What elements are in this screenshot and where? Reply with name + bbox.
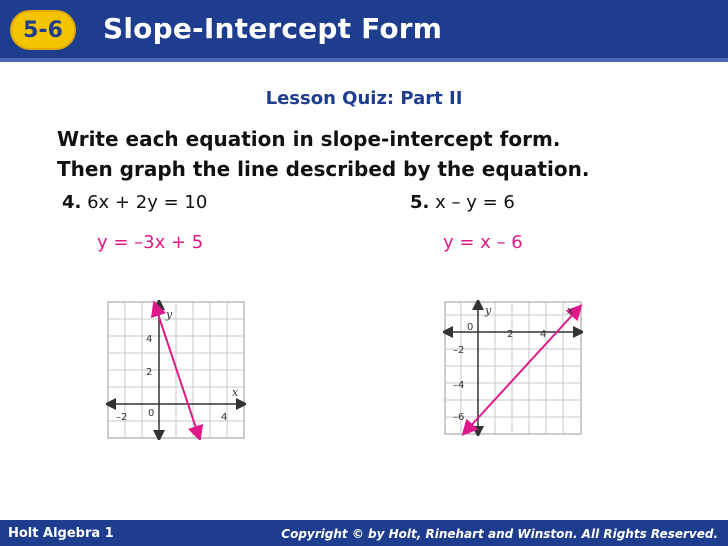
graph-frame [445,302,581,434]
problem-4 [62,192,207,213]
tick-y-2: 2 [146,367,153,378]
footer-copyright: Copyright © by Holt, Rinehart and Winston. All Rights Reserved. [281,527,718,541]
tick-x-4: 4 [221,412,228,423]
problem-4-equation: 6x + 2y = 10 [87,192,208,213]
instructions [57,124,589,184]
problem-4-answer: y = –3x + 5 [97,232,204,253]
y-axis-label: y [485,304,492,317]
lesson-number: 5-6 [23,17,63,43]
instruction-line-1: Write each equation in slope-intercept form. [57,127,561,151]
problem-5-answer: y = x – 6 [443,232,523,253]
problem-5 [410,192,515,213]
tick-x-2: 2 [507,329,514,340]
page-title: Slope-Intercept Form [103,12,443,45]
tick-x-4: 4 [540,329,547,340]
x-axis-label: x [567,304,574,317]
tick-y-4: 4 [146,334,153,345]
problem-4-number: 4. [62,192,82,213]
x-axis-label: x [232,386,239,399]
tick-y-neg4: –4 [453,380,465,391]
graph-problem-4 [106,300,246,440]
footer-course: Holt Algebra 1 [8,526,114,541]
tick-origin: 0 [467,322,474,333]
tick-y-neg6: –6 [453,412,465,423]
lesson-badge [10,10,76,50]
header-band [0,58,728,62]
problem-5-number: 5. [410,192,430,213]
problem-5-equation: x – y = 6 [435,192,515,213]
quiz-subtitle: Lesson Quiz: Part II [265,88,463,109]
graph-problem-5 [443,300,583,436]
tick-x-neg2: –2 [116,412,128,423]
instruction-line-2: Then graph the line described by the equation. [57,157,590,181]
tick-origin: 0 [148,408,155,419]
y-axis-label: y [166,308,173,321]
tick-y-neg2: –2 [453,345,465,356]
